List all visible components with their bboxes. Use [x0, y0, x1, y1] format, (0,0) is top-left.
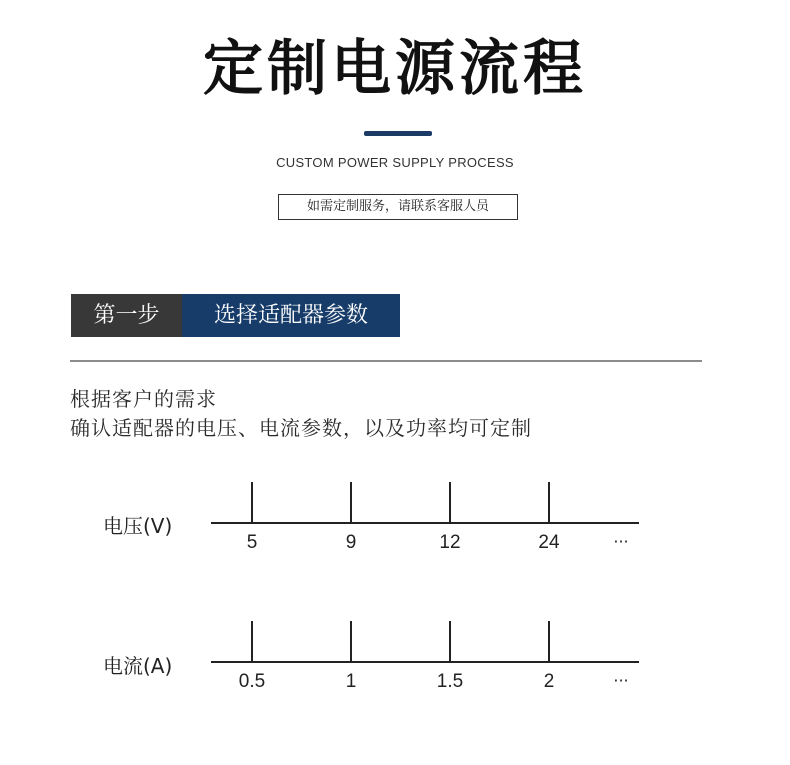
current-axis-line: [211, 661, 639, 663]
description-line-1: 根据客户的需求: [70, 387, 217, 411]
voltage-axis-line: [211, 522, 639, 524]
step-number-label: 第一步: [71, 294, 182, 337]
current-axis-label: 电流(A): [103, 654, 173, 678]
current-tick-label: 1.5: [436, 671, 464, 692]
description-line-2: 确认适配器的电压、电流参数，以及功率均可定制: [70, 416, 532, 440]
voltage-tick: [251, 482, 253, 522]
voltage-more-indicator: ···: [613, 532, 629, 551]
voltage-tick: [350, 482, 352, 522]
current-tick: [449, 621, 451, 661]
voltage-tick: [449, 482, 451, 522]
voltage-tick-label: 12: [439, 532, 461, 553]
current-tick: [548, 621, 550, 661]
voltage-tick-label: 9: [345, 532, 357, 553]
service-note: 如需定制服务，请联系客服人员: [278, 194, 518, 220]
voltage-tick-label: 24: [538, 532, 560, 553]
current-more-indicator: ···: [613, 671, 629, 690]
voltage-tick: [548, 482, 550, 522]
current-tick-label: 0.5: [238, 671, 266, 692]
current-tick-label: 2: [543, 671, 555, 692]
current-tick: [350, 621, 352, 661]
current-tick-label: 1: [345, 671, 357, 692]
current-tick: [251, 621, 253, 661]
page-subtitle: CUSTOM POWER SUPPLY PROCESS: [276, 155, 514, 170]
section-divider: [70, 360, 702, 362]
title-accent-bar: [364, 131, 432, 136]
voltage-axis-label: 电压(V): [103, 514, 173, 538]
voltage-tick-label: 5: [246, 532, 258, 553]
step-title: 选择适配器参数: [182, 294, 400, 337]
page-title: 定制电源流程: [203, 34, 587, 104]
